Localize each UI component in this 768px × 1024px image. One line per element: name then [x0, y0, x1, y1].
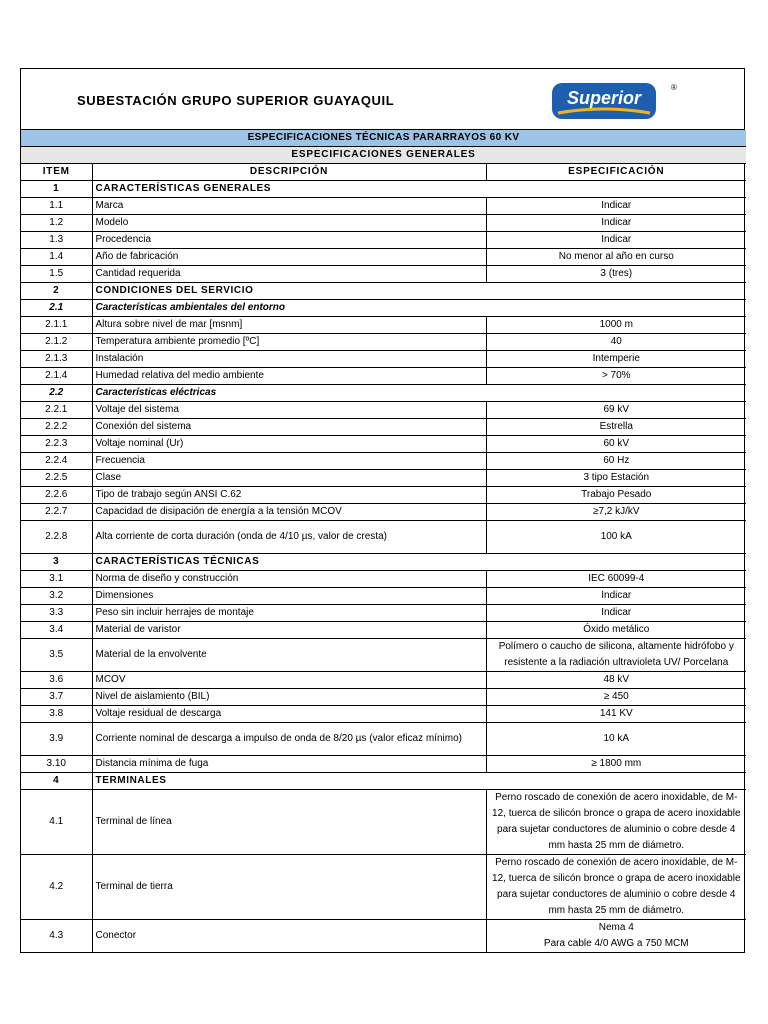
item-number: 2.2.7 [21, 504, 92, 521]
spec-row [21, 689, 746, 706]
item-description: Procedencia [92, 232, 486, 249]
item-specification: 3 tipo Estación [486, 470, 746, 487]
subsection-number: 2.2 [21, 385, 92, 402]
item-description: Distancia mínima de fuga [92, 756, 486, 773]
item-description: Corriente nominal de descarga a impulso de onda de 8/20 µs (valor eficaz mínimo) [92, 723, 486, 756]
item-number: 3.10 [21, 756, 92, 773]
item-number: 2.1.3 [21, 351, 92, 368]
item-specification: Trabajo Pesado [486, 487, 746, 504]
item-number: 3.6 [21, 672, 92, 689]
item-specification: No menor al año en curso [486, 249, 746, 266]
subsection-row [21, 385, 746, 402]
banner-title: ESPECIFICACIONES TÉCNICAS PARARRAYOS 60 KV [21, 130, 746, 147]
item-specification: Indicar [486, 588, 746, 605]
item-number: 1.2 [21, 215, 92, 232]
item-description: Capacidad de disipación de energía a la tensión MCOV [92, 504, 486, 521]
item-description: Altura sobre nivel de mar [msnm] [92, 317, 486, 334]
item-specification: 1000 m [486, 317, 746, 334]
spec-row [21, 368, 746, 385]
item-description: Conexión del sistema [92, 419, 486, 436]
item-specification: ≥ 1800 mm [486, 756, 746, 773]
item-specification: 3 (tres) [486, 266, 746, 283]
spec-row [21, 351, 746, 368]
column-header-description: DESCRIPCIÓN [92, 164, 486, 181]
item-number: 3.9 [21, 723, 92, 756]
item-number: 2.1.2 [21, 334, 92, 351]
item-description: Terminal de tierra [92, 855, 486, 920]
item-description: Temperatura ambiente promedio [ºC] [92, 334, 486, 351]
item-number: 2.2.2 [21, 419, 92, 436]
item-description: Humedad relativa del medio ambiente [92, 368, 486, 385]
section-number: 3 [21, 554, 92, 571]
company-title: SUBESTACIÓN GRUPO SUPERIOR GUAYAQUIL [77, 93, 395, 108]
item-number: 2.2.8 [21, 521, 92, 554]
spec-row [21, 266, 746, 283]
spec-row [21, 249, 746, 266]
item-specification: 141 KV [486, 706, 746, 723]
column-header-item: ITEM [21, 164, 92, 181]
spec-row [21, 706, 746, 723]
subsection-title: Características ambientales del entorno [92, 300, 746, 317]
item-description: Voltaje residual de descarga [92, 706, 486, 723]
item-description: Nivel de aislamiento (BIL) [92, 689, 486, 706]
item-description: Frecuencia [92, 453, 486, 470]
item-specification: Perno roscado de conexión de acero inoxidable, de M-12, tuerca de silicón bronce o grapa de acero inoxidable para sujetar conductores de aluminio o cobre desde 4 mm hasta 25 mm de diámetro. [486, 855, 746, 920]
spec-table [21, 130, 746, 952]
item-specification: Indicar [486, 198, 746, 215]
item-description: Material de la envolvente [92, 639, 486, 672]
document-header [21, 69, 744, 130]
spec-row [21, 605, 746, 622]
registered-mark: ® [671, 83, 677, 92]
item-number: 1.3 [21, 232, 92, 249]
section-row [21, 773, 746, 790]
item-specification: Óxido metálico [486, 622, 746, 639]
item-number: 2.2.4 [21, 453, 92, 470]
spec-row [21, 470, 746, 487]
logo-text: Superior [566, 88, 642, 108]
item-specification: Indicar [486, 232, 746, 249]
item-description: Clase [92, 470, 486, 487]
spec-row [21, 487, 746, 504]
item-description: Tipo de trabajo según ANSI C.62 [92, 487, 486, 504]
spec-row [21, 232, 746, 249]
item-description: Alta corriente de corta duración (onda de 4/10 µs, valor de cresta) [92, 521, 486, 554]
item-description: Terminal de línea [92, 790, 486, 855]
superior-logo [552, 83, 656, 119]
item-specification: Polímero o caucho de silicona, altamente hidrófobo y resistente a la radiación ultravioleta UV/ Porcelana [486, 639, 746, 672]
subsection-title: Características eléctricas [92, 385, 746, 402]
item-description: Peso sin incluir herrajes de montaje [92, 605, 486, 622]
spec-row [21, 571, 746, 588]
item-number: 3.8 [21, 706, 92, 723]
spec-row [21, 402, 746, 419]
item-number: 3.5 [21, 639, 92, 672]
spec-row [21, 453, 746, 470]
item-specification: Perno roscado de conexión de acero inoxidable, de M-12, tuerca de silicón bronce o grapa de acero inoxidable para sujetar conductores de aluminio o cobre desde 4 mm hasta 25 mm de diámetro. [486, 790, 746, 855]
item-number: 2.1.4 [21, 368, 92, 385]
spec-row [21, 215, 746, 232]
spec-row [21, 504, 746, 521]
item-specification: 48 kV [486, 672, 746, 689]
banner-row [21, 130, 746, 147]
item-number: 1.5 [21, 266, 92, 283]
spec-row [21, 723, 746, 756]
item-number: 4.3 [21, 920, 92, 953]
item-number: 3.1 [21, 571, 92, 588]
subsection-row [21, 300, 746, 317]
section-number: 2 [21, 283, 92, 300]
item-description: Material de varistor [92, 622, 486, 639]
section-row [21, 283, 746, 300]
item-specification: Intemperie [486, 351, 746, 368]
item-specification: ≥7,2 kJ/kV [486, 504, 746, 521]
item-description: Modelo [92, 215, 486, 232]
spec-row [21, 436, 746, 453]
section-title: TERMINALES [92, 773, 746, 790]
section-row [21, 554, 746, 571]
item-description: Voltaje del sistema [92, 402, 486, 419]
item-description: MCOV [92, 672, 486, 689]
item-specification: Estrella [486, 419, 746, 436]
item-number: 4.2 [21, 855, 92, 920]
item-specification: > 70% [486, 368, 746, 385]
item-number: 1.1 [21, 198, 92, 215]
section-title: CARACTERÍSTICAS GENERALES [92, 181, 746, 198]
item-specification: 60 kV [486, 436, 746, 453]
column-header-row [21, 164, 746, 181]
spec-row [21, 622, 746, 639]
item-number: 4.1 [21, 790, 92, 855]
item-specification: 40 [486, 334, 746, 351]
spec-row [21, 756, 746, 773]
spec-row [21, 672, 746, 689]
item-number: 2.2.3 [21, 436, 92, 453]
column-header-specification: ESPECIFICACIÓN [486, 164, 746, 181]
item-number: 2.2.1 [21, 402, 92, 419]
spec-row [21, 419, 746, 436]
spec-row [21, 920, 746, 953]
item-specification: 100 kA [486, 521, 746, 554]
item-specification: 69 kV [486, 402, 746, 419]
item-specification: 60 Hz [486, 453, 746, 470]
item-description: Voltaje nominal (Ur) [92, 436, 486, 453]
spec-row [21, 588, 746, 605]
item-number: 2.2.6 [21, 487, 92, 504]
item-description: Cantidad requerida [92, 266, 486, 283]
item-description: Dimensiones [92, 588, 486, 605]
section-title: CONDICIONES DEL SERVICIO [92, 283, 746, 300]
item-description: Instalación [92, 351, 486, 368]
section-number: 4 [21, 773, 92, 790]
section-title: CARACTERÍSTICAS TÉCNICAS [92, 554, 746, 571]
item-specification: Indicar [486, 605, 746, 622]
item-description: Año de fabricación [92, 249, 486, 266]
subbanner-row [21, 147, 746, 164]
subbanner-title: ESPECIFICACIONES GENERALES [21, 147, 746, 164]
item-specification: Nema 4 Para cable 4/0 AWG a 750 MCM [486, 920, 746, 953]
item-description: Norma de diseño y construcción [92, 571, 486, 588]
item-number: 1.4 [21, 249, 92, 266]
item-specification: ≥ 450 [486, 689, 746, 706]
spec-row [21, 639, 746, 672]
spec-row [21, 790, 746, 855]
section-number: 1 [21, 181, 92, 198]
item-number: 3.7 [21, 689, 92, 706]
item-specification: 10 kA [486, 723, 746, 756]
item-description: Conector [92, 920, 486, 953]
spec-row [21, 198, 746, 215]
item-number: 3.4 [21, 622, 92, 639]
spec-row [21, 855, 746, 920]
item-description: Marca [92, 198, 486, 215]
item-number: 3.2 [21, 588, 92, 605]
item-number: 2.2.5 [21, 470, 92, 487]
item-specification: Indicar [486, 215, 746, 232]
spec-row [21, 334, 746, 351]
spec-row [21, 521, 746, 554]
subsection-number: 2.1 [21, 300, 92, 317]
item-number: 2.1.1 [21, 317, 92, 334]
section-row [21, 181, 746, 198]
spec-sheet [20, 68, 745, 953]
item-number: 3.3 [21, 605, 92, 622]
spec-row [21, 317, 746, 334]
item-specification: IEC 60099-4 [486, 571, 746, 588]
